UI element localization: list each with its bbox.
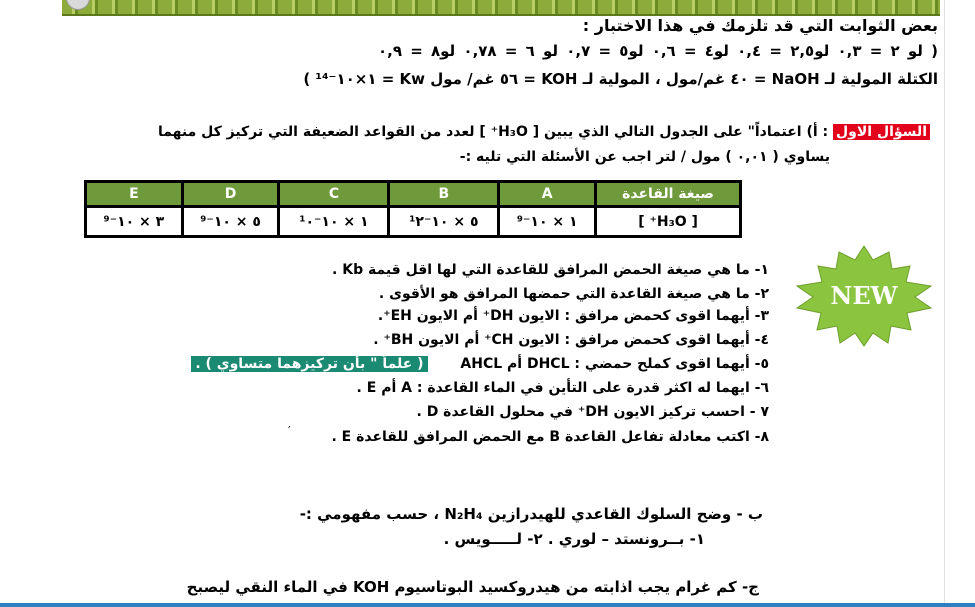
question-1-label: السؤال الاول (833, 124, 930, 140)
bases-table (84, 180, 742, 238)
table-header-cell: D (184, 183, 278, 205)
question-1-a-text: : أ) اعتماداً" على الجدول التالي الذي يبين [ H₃O⁺ ] لعدد من القواعد الضعيفة التي تركيز كل منهما (157, 124, 829, 140)
list-item: ١- ما هي صيغة الحمض المرافق للقاعدة التي لها اقل قيمة Kb . (332, 262, 769, 278)
list-item: ٣- أيهما اقوى كحمض مرافق : الايون DH⁺ أم الايون EH⁺. (377, 308, 769, 324)
table-header-cell: صيغة القاعدة (597, 183, 739, 205)
table-header-cell: B (390, 183, 497, 205)
list-item-with-note (191, 356, 769, 372)
right-margin (944, 0, 975, 607)
window-bottom-edge (0, 603, 975, 607)
table-header-cell: A (500, 183, 594, 205)
question-1-b-options: ١- بــرونستد – لوري . ٢- لـــــويس . (443, 530, 705, 548)
table-row (87, 208, 739, 235)
decorative-border (62, 0, 940, 16)
table-cell: ١ × ١٠⁻¹٠ (280, 208, 387, 235)
stray-mark: ′ (288, 424, 291, 438)
equal-concentration-note: ( علماً " بأن تركيزهما متساوي ) . (191, 356, 427, 372)
molar-masses: الكتلة المولية لـ NaOH = ٤٠ غم/مول ، المولية لـ KOH = ٥٦ غم/ مول Kw = ١×١٠⁻¹⁴ ) (303, 70, 938, 88)
table-cell: [ H₃O⁺ ] (597, 208, 739, 235)
question-1-c: ج- كم غرام يجب اذابته من هيدروكسيد البوتاسيوم KOH في الماء النقي ليصبح (186, 578, 759, 596)
left-margin (0, 0, 30, 607)
question-1-line (158, 124, 930, 140)
list-item: ٧ - احسب تركيز الايون DH⁺ في محلول القاعدة D . (416, 404, 769, 420)
new-badge (793, 244, 936, 347)
log-constants: ( لو ٢ = ٠,٣ لو٢,٥ = ٠,٤ لو٤ = ٠,٦ لو٥ = ٠,٧ لو ٦ = ٠,٧٨ لو٨ = ٠,٩ (377, 42, 938, 60)
list-item: ٦- ايهما له اكثر قدرة على التأين في الماء القاعدة : A أم E . (356, 380, 769, 396)
table-cell: ٥ × ١٠⁻¹٢ (390, 208, 497, 235)
table-header-cell: E (87, 183, 181, 205)
list-item: ٥- أيهما اقوى كملح حمضي : DHCL أم AHCL (460, 356, 769, 372)
table-header-row (87, 183, 739, 205)
question-1-a-continued: يساوي ( ٠,٠١ ) مول / لتر اجب عن الأسئلة التي تليه :- (459, 149, 830, 165)
table-cell: ٥ × ١٠⁻⁹ (184, 208, 278, 235)
list-item: ٢- ما هي صيغة القاعدة التي حمضها المرافق هو الأقوى . (378, 286, 769, 302)
table-cell: ٣ × ١٠⁻⁹ (87, 208, 181, 235)
table-cell: ١ × ١٠⁻⁹ (500, 208, 594, 235)
table-header-cell: C (280, 183, 387, 205)
new-badge-text: NEW (830, 281, 898, 310)
list-item: ٨- اكتب معادلة تفاعل القاعدة B مع الحمض المرافق للقاعدة E . (331, 429, 769, 445)
constants-title: بعض الثوابت التي قد تلزمك في هذا الاختبار : (582, 16, 938, 35)
list-item: ٤- أيهما اقوى كحمض مرافق : الايون CH⁺ أم الايون BH⁺ . (373, 332, 769, 348)
question-1-b: ب - وضح السلوك القاعدي للهيدرازين N₂H₄ ، حسب مفهومي :- (299, 505, 763, 523)
